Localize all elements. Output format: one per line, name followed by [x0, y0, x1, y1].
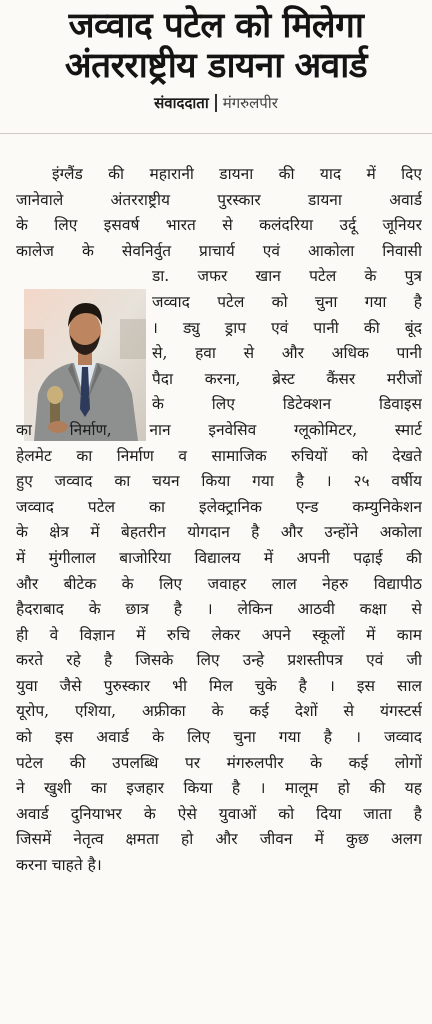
header-divider — [0, 133, 432, 134]
article-line: इंग्लैंड की महारानी डायना की याद में दिए — [52, 165, 422, 183]
headline-line-2: अंतरराष्ट्रीय डायना अवार्ड — [64, 46, 368, 86]
article-line: जव्वाद पटेल का इलेक्ट्रानिक एन्ड कम्युनिकेशन — [16, 497, 422, 516]
article-line: यूरोप, एशिया, अफ्रीका के कई देशों से यंगस्टर्स — [16, 702, 422, 721]
article-line: में मुंगीलाल बाजोरिया विद्यालय में अपनी पढ़ाई की — [16, 548, 422, 567]
article-line: जिसमें नेतृत्व क्षमता हो और जीवन में कुछ अलग — [16, 830, 422, 849]
article-line: हेलमेट का निर्माण व सामाजिक रुचियों को देखते — [16, 446, 422, 465]
article-body — [16, 162, 422, 879]
byline-place: मंगरुलपीर — [222, 94, 278, 112]
article-line: और बीटेक के लिए जवाहर लाल नेहरु विद्यापीठ — [16, 574, 422, 593]
article-line: पैदा करना, ब्रेस्ट कैंसर मरीजों — [152, 369, 422, 388]
article-line: युवा जैसे पुरुस्कार भी मिल चुके है । इस साल — [16, 676, 422, 695]
headline-line-1: जव्वाद पटेल को मिलेगा — [68, 6, 364, 46]
article-line: कालेज के सेवनिर्वुत प्राचार्य एवं आकोला निवासी — [16, 241, 422, 260]
article-line: का निर्माण, नान इनवेसिव ग्लूकोमिटर, स्मार्ट — [16, 420, 422, 439]
article-line: को इस अवार्ड के लिए चुना गया है । जव्वाद — [16, 728, 422, 747]
article-line: करना चाहते है। — [16, 856, 102, 875]
article-line: पटेल की उपलब्धि पर मंगरुलपीर के कई लोगों — [16, 753, 422, 772]
article-line: जानेवाले अंतरराष्ट्रीय पुरस्कार डायना अवार्ड — [16, 190, 422, 209]
article-line: करते रहे है जिसके लिए उन्हे प्रशस्तीपत्र एवं जी — [16, 651, 422, 670]
article-line: । ड्यु ड्राप एवं पानी की बूंद — [152, 318, 422, 337]
byline-reporter: संवाददाता — [154, 94, 209, 112]
article-line: के क्षेत्र में बेहतरीन योगदान है और उन्होंने अकोला — [16, 523, 422, 542]
byline-separator — [215, 94, 217, 112]
article-line: ही वे विज्ञान में रुचि लेकर अपने स्कूलों में काम — [16, 625, 422, 644]
article-line: हैदराबाद के छात्र है । लेकिन आठवी कक्षा से — [16, 600, 422, 619]
article-line: अवार्ड दुनियाभर के ऐसे युवाओं को दिया जाता है — [16, 804, 422, 823]
headline — [0, 0, 432, 86]
article-line: से, हवा से और अधिक पानी — [152, 344, 422, 363]
article-line: जव्वाद पटेल को चुना गया है — [152, 292, 422, 311]
article-line: ने खुशी का इजहार किया है । मालूम हो की यह — [16, 779, 422, 798]
article-line: हुए जव्वाद का चयन किया गया है । २५ वर्षीय — [16, 472, 422, 491]
article-line: के लिए इसवर्ष भारत से कलंदरिया उर्दू जूनियर — [16, 216, 422, 235]
byline — [0, 90, 432, 116]
article-line: के लिए डिटेक्शन डिवाइस — [152, 395, 422, 414]
article-line: डा. जफर खान पटेल के पुत्र — [152, 267, 422, 286]
